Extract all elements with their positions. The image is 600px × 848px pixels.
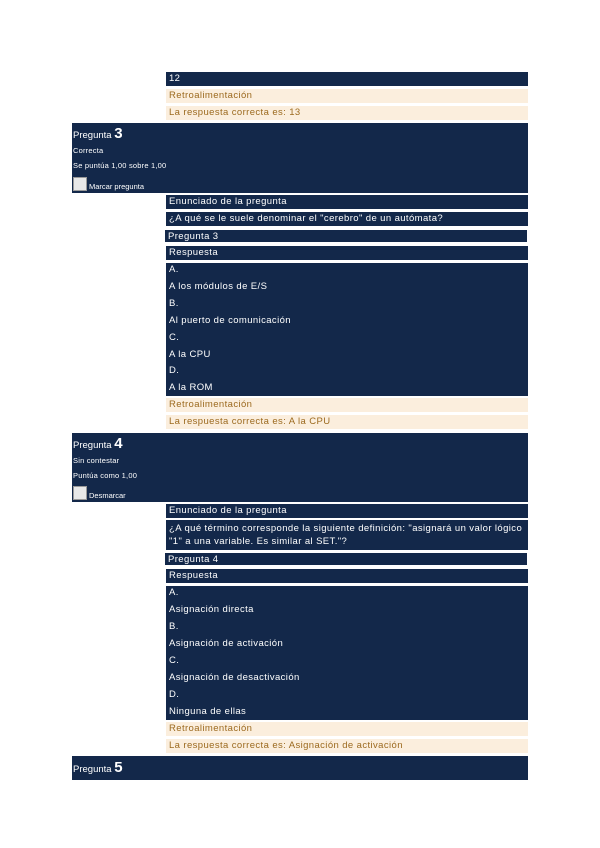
- question-4-score: Puntúa como 1,00: [73, 471, 138, 480]
- option-d-letter[interactable]: D.: [169, 689, 180, 700]
- option-d-text[interactable]: Ninguna de ellas: [169, 706, 247, 717]
- question-3-feedback-text: La respuesta correcta es: A la CPU: [166, 415, 528, 429]
- question-3-label: Pregunta: [73, 130, 112, 141]
- option-a-text[interactable]: A los módulos de E/S: [169, 281, 268, 292]
- option-b-text[interactable]: Asignación de activación: [169, 638, 284, 649]
- question-3-feedback-label: Retroalimentación: [166, 398, 528, 412]
- feedback-label: Retroalimentación: [166, 89, 528, 103]
- feedback-text: La respuesta correcta es: 13: [166, 106, 528, 120]
- option-b-letter[interactable]: B.: [169, 298, 179, 309]
- question-5-number: 5: [114, 759, 123, 776]
- option-c-text[interactable]: A la CPU: [169, 349, 211, 360]
- question-3-title: [73, 125, 123, 142]
- question-3-score: Se puntúa 1,00 sobre 1,00: [73, 161, 167, 170]
- question-4-answer-header: Respuesta: [166, 569, 528, 583]
- question-4-flag[interactable]: [73, 486, 126, 500]
- question-3-statement: ¿A qué se le suele denominar el "cerebro" de un autómata?: [166, 212, 528, 226]
- option-a-text[interactable]: Asignación directa: [169, 604, 254, 615]
- question-4-label: Pregunta: [73, 440, 112, 451]
- question-3-flag[interactable]: [73, 177, 144, 191]
- question-3-status: Correcta: [73, 146, 104, 155]
- question-3-statement-header: Enunciado de la pregunta: [166, 195, 528, 209]
- question-4-statement-header: Enunciado de la pregunta: [166, 504, 528, 518]
- question-5-title: [73, 759, 123, 776]
- question-4-statement: ¿A qué término corresponde la siguiente definición: "asignará un valor lógico "1" a una variable. Es similar al SET."?: [166, 520, 528, 550]
- option-c-letter[interactable]: C.: [169, 332, 180, 343]
- answer-value: 12: [166, 72, 528, 86]
- question-5-info-panel: [72, 756, 528, 780]
- option-b-text[interactable]: Al puerto de comunicación: [169, 315, 291, 326]
- question-3-number: 3: [114, 125, 123, 142]
- question-4-status: Sin contestar: [73, 456, 120, 465]
- question-4-subtitle: Pregunta 4: [164, 552, 528, 566]
- option-c-letter[interactable]: C.: [169, 655, 180, 666]
- question-5-label: Pregunta: [73, 764, 112, 775]
- question-4-flag-label[interactable]: Desmarcar: [89, 491, 126, 500]
- question-4-info-panel: [72, 433, 528, 502]
- question-4-number: 4: [114, 435, 123, 452]
- question-3-subtitle: Pregunta 3: [164, 229, 528, 243]
- option-d-text[interactable]: A la ROM: [169, 382, 213, 393]
- question-4-title: [73, 435, 123, 452]
- flag-checkbox-icon[interactable]: [73, 177, 87, 191]
- option-d-letter[interactable]: D.: [169, 365, 180, 376]
- question-4-feedback-label: Retroalimentación: [166, 722, 528, 736]
- option-a-letter[interactable]: A.: [169, 587, 179, 598]
- option-b-letter[interactable]: B.: [169, 621, 179, 632]
- flag-checkbox-icon[interactable]: [73, 486, 87, 500]
- question-4-feedback-text: La respuesta correcta es: Asignación de activación: [166, 739, 528, 753]
- option-a-letter[interactable]: A.: [169, 264, 179, 275]
- question-3-answer-header: Respuesta: [166, 246, 528, 260]
- question-3-flag-label[interactable]: Marcar pregunta: [89, 182, 145, 191]
- option-c-text[interactable]: Asignación de desactivación: [169, 672, 300, 683]
